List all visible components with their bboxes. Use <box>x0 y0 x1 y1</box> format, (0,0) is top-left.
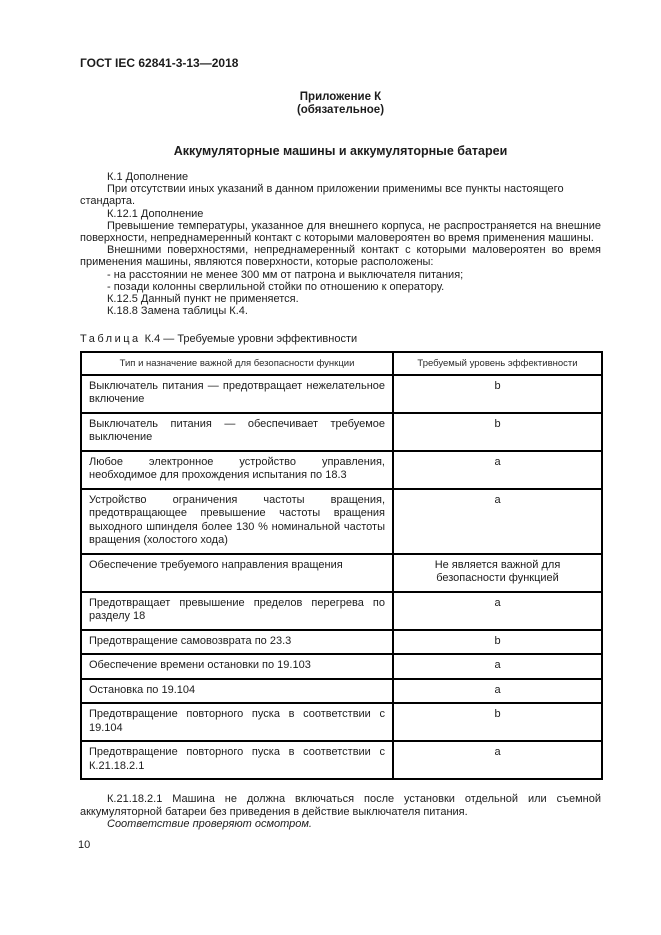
level-cell: a <box>393 654 602 679</box>
table-row <box>81 451 602 489</box>
table-caption-text: К.4 — Требуемые уровни эффективности <box>144 333 358 346</box>
column-header-function: Тип и назначение важной для безопасности функции <box>81 352 393 375</box>
level-cell: a <box>393 592 602 630</box>
paragraph: К.18.8 Замена таблицы К.4. <box>107 305 248 318</box>
level-cell: a <box>393 451 602 489</box>
function-cell: Предотвращение повторного пуска в соответствии с 19.104 <box>81 703 393 741</box>
paragraph: К.12.1 Дополнение <box>107 207 204 220</box>
paragraph: - на расстоянии не менее 300 мм от патрона и выключателя питания; <box>107 268 464 281</box>
table-row <box>81 679 602 704</box>
table-row <box>81 654 602 679</box>
table-row <box>81 489 602 554</box>
function-cell: Выключатель питания — предотвращает нежелательное включение <box>81 375 393 413</box>
function-cell: Любое электронное устройство управления, необходимое для прохождения испытания по 18.3 <box>81 451 393 489</box>
table-row <box>81 630 602 655</box>
table-row <box>81 375 602 413</box>
table-caption-word: Таблица <box>80 333 141 346</box>
level-cell: b <box>393 413 602 451</box>
clause-paragraph: К.21.18.2.1 Машина не должна включаться после установки отдельной или съемной аккумуляторной батареи без приведения в действие выключателя питания. <box>80 793 601 818</box>
table-caption <box>80 333 601 346</box>
doc-number: ГОСТ IEC 62841-3-13—2018 <box>80 56 239 70</box>
level-cell: b <box>393 703 602 741</box>
level-cell: a <box>393 741 602 779</box>
function-cell: Предотвращает превышение пределов перегрева по разделу 18 <box>81 592 393 630</box>
level-cell: b <box>393 375 602 413</box>
table-row <box>81 554 602 592</box>
appendix-heading <box>80 91 601 117</box>
table-header-row <box>81 352 602 375</box>
function-cell: Устройство ограничения частоты вращения, предотвращающее превышение частоты вращения выходного шпинделя более 130 % номинальной частоты вращения (холостого хода) <box>81 489 393 554</box>
function-cell: Предотвращение повторного пуска в соответствии с К.21.18.2.1 <box>81 741 393 779</box>
page-title: Аккумуляторные машины и аккумуляторные батареи <box>173 144 508 158</box>
table-row <box>81 592 602 630</box>
level-cell: b <box>393 630 602 655</box>
function-cell: Предотвращение самовозврата по 23.3 <box>81 630 393 655</box>
column-header-level: Требуемый уровень эффективности <box>393 352 602 375</box>
table-row <box>81 741 602 779</box>
table-body <box>81 375 602 780</box>
compliance-note: Соответствие проверяют осмотром. <box>107 817 312 830</box>
paragraph: К.12.5 Данный пункт не применяется. <box>107 293 299 306</box>
paragraph: Превышение температуры, указанное для внешнего корпуса, не распространяется на внешние поверхности, непреднамеренный контакт с которыми маловероятен во время применения машины. <box>80 219 601 245</box>
function-cell: Выключатель питания — обеспечивает требуемое выключение <box>81 413 393 451</box>
paragraph: Внешними поверхностями, непреднамеренный контакт с которыми маловероятен во время применения машины, являются поверхности, которые расположены: <box>80 244 601 269</box>
table-k4 <box>80 351 603 781</box>
function-cell: Остановка по 19.104 <box>81 679 393 704</box>
table-row <box>81 703 602 741</box>
appendix-qualifier: (обязательное) <box>296 104 385 116</box>
function-cell: Обеспечение времени остановки по 19.103 <box>81 654 393 679</box>
table-row <box>81 413 602 451</box>
level-cell: Не является важной для безопасности функцией <box>393 554 602 592</box>
level-cell: a <box>393 679 602 704</box>
appendix-label: Приложение К <box>299 91 382 103</box>
page-number: 10 <box>78 839 91 851</box>
after-table-section <box>80 793 601 830</box>
paragraph: К.1 Дополнение <box>107 171 189 183</box>
paragraph: При отсутствии иных указаний в данном приложении применимы все пункты настоящего стандарта. <box>80 183 564 208</box>
body-paragraphs <box>80 171 601 317</box>
function-cell: Обеспечение требуемого направления вращения <box>81 554 393 592</box>
level-cell: a <box>393 489 602 554</box>
paragraph: - позади колонны сверлильной стойки по отношению к оператору. <box>107 280 445 293</box>
